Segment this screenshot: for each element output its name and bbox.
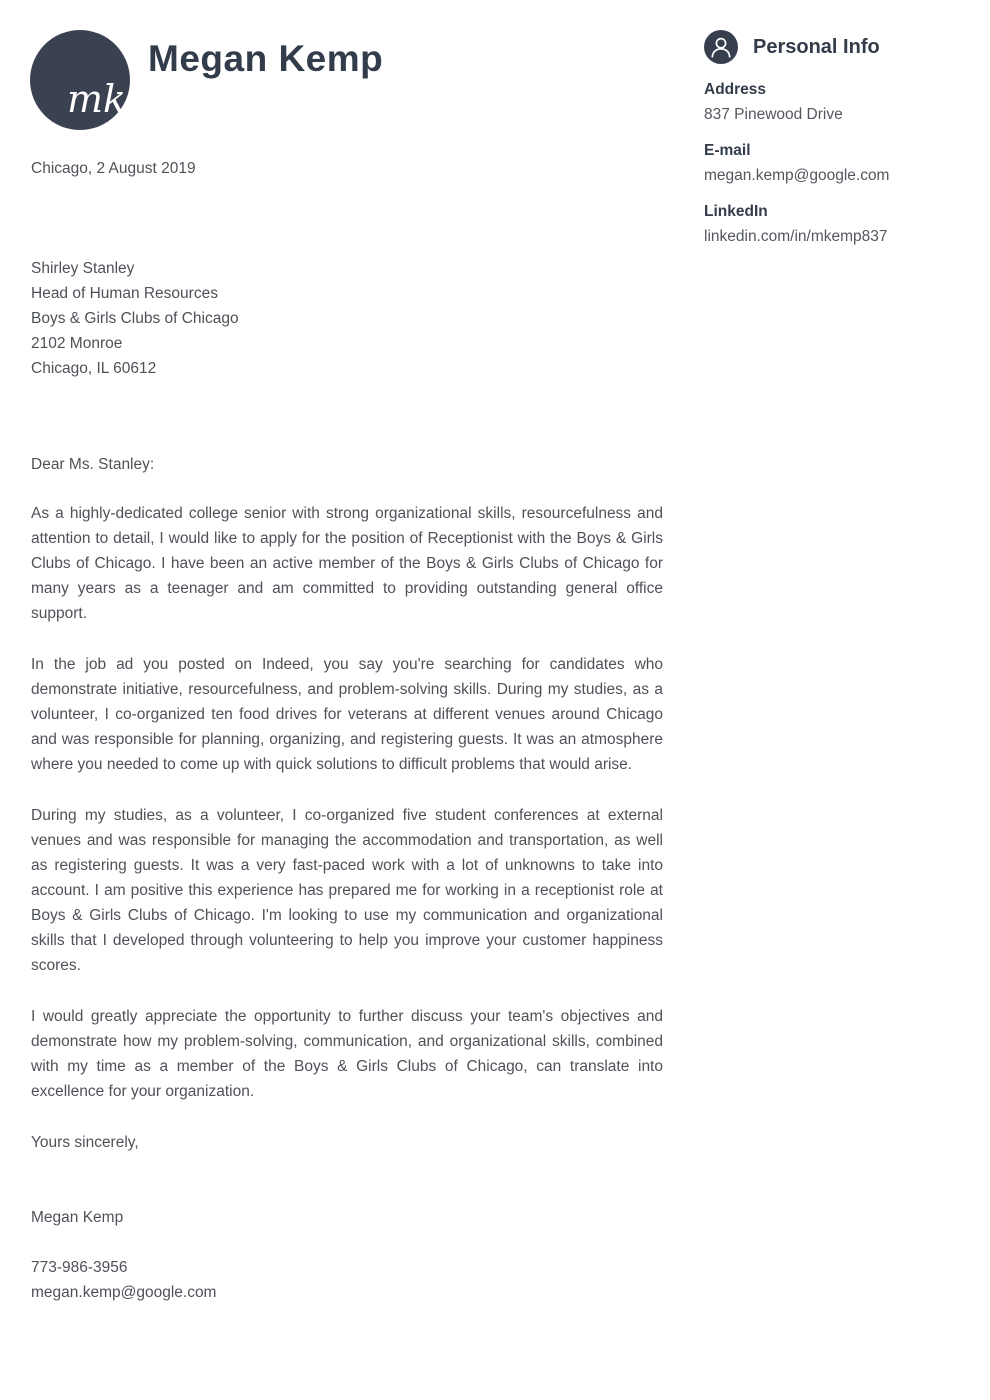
recipient-city: Chicago, IL 60612: [31, 360, 157, 377]
contact-block: [31, 1255, 663, 1305]
personal-info-header: [704, 30, 964, 64]
recipient-name: Shirley Stanley: [31, 260, 135, 277]
letter-body: [31, 156, 663, 1305]
personal-info-panel: [704, 30, 964, 264]
info-item-address: [704, 81, 964, 124]
linkedin-value: linkedin.com/in/mkemp837: [704, 228, 888, 245]
info-label: E-mail: [704, 142, 751, 159]
avatar: [30, 30, 130, 130]
phone-number: 773-986-3956: [31, 1259, 128, 1276]
info-item-linkedin: [704, 203, 964, 246]
email-address: megan.kemp@google.com: [31, 1284, 217, 1301]
body-paragraph-2: In the job ad you posted on Indeed, you say you're searching for candidates who demonstrate initiative, resourcefulness, and problem-solving skills. During my studies, as a volunteer, I co-organized ten food drives for veterans at different venues around Chicago and was responsible for planning, organizing, and registering guests. It was an atmosphere where you needed to come up with quick solutions to difficult problems that would arise.: [31, 656, 663, 773]
body-paragraph-3: During my studies, as a volunteer, I co-organized five student conferences at external venues and was responsible for managing the accommodation and transportation, as well as registering guests. It was a very fast-paced work with a lot of unknowns to take into account. I am positive this experience has prepared me for working in a receptionist role at Boys & Girls Clubs of Chicago. I'm looking to use my communication and organizational skills that I developed through volunteering to help you improve your customer happiness scores.: [31, 807, 663, 974]
avatar-monogram: mk: [67, 77, 127, 121]
body-paragraph-4: I would greatly appreciate the opportunity to further discuss your team's objectives and demonstrate how my problem-solving, communication, and organizational skills, combined with my time as a member of the Boys & Girls Clubs of Chicago, can translate into excellence for your organization.: [31, 1008, 663, 1100]
closing: Yours sincerely,: [31, 1134, 139, 1151]
date-line: Chicago, 2 August 2019: [31, 160, 196, 177]
info-label: Address: [704, 81, 767, 98]
address-value: 837 Pinewood Drive: [704, 106, 843, 123]
email-value: megan.kemp@google.com: [704, 167, 890, 184]
signature-name: Megan Kemp: [31, 1209, 124, 1226]
page-title: Megan Kemp: [148, 38, 384, 79]
recipient-block: [31, 256, 663, 381]
recipient-title: Head of Human Resources: [31, 285, 218, 302]
recipient-street: 2102 Monroe: [31, 335, 123, 352]
recipient-company: Boys & Girls Clubs of Chicago: [31, 310, 239, 327]
body-paragraph-1: As a highly-dedicated college senior with strong organizational skills, resourcefulness and attention to detail, I would like to apply for the position of Receptionist with the Boys & Girls Clubs of Chicago. I have been an active member of the Boys & Girls Clubs of Chicago for many years as a teenager and am committed to providing outstanding general office support.: [31, 505, 663, 622]
salutation: Dear Ms. Stanley:: [31, 456, 155, 473]
info-label: LinkedIn: [704, 203, 768, 220]
info-item-email: [704, 142, 964, 185]
personal-info-title: Personal Info: [753, 35, 880, 58]
person-icon: [704, 30, 738, 64]
